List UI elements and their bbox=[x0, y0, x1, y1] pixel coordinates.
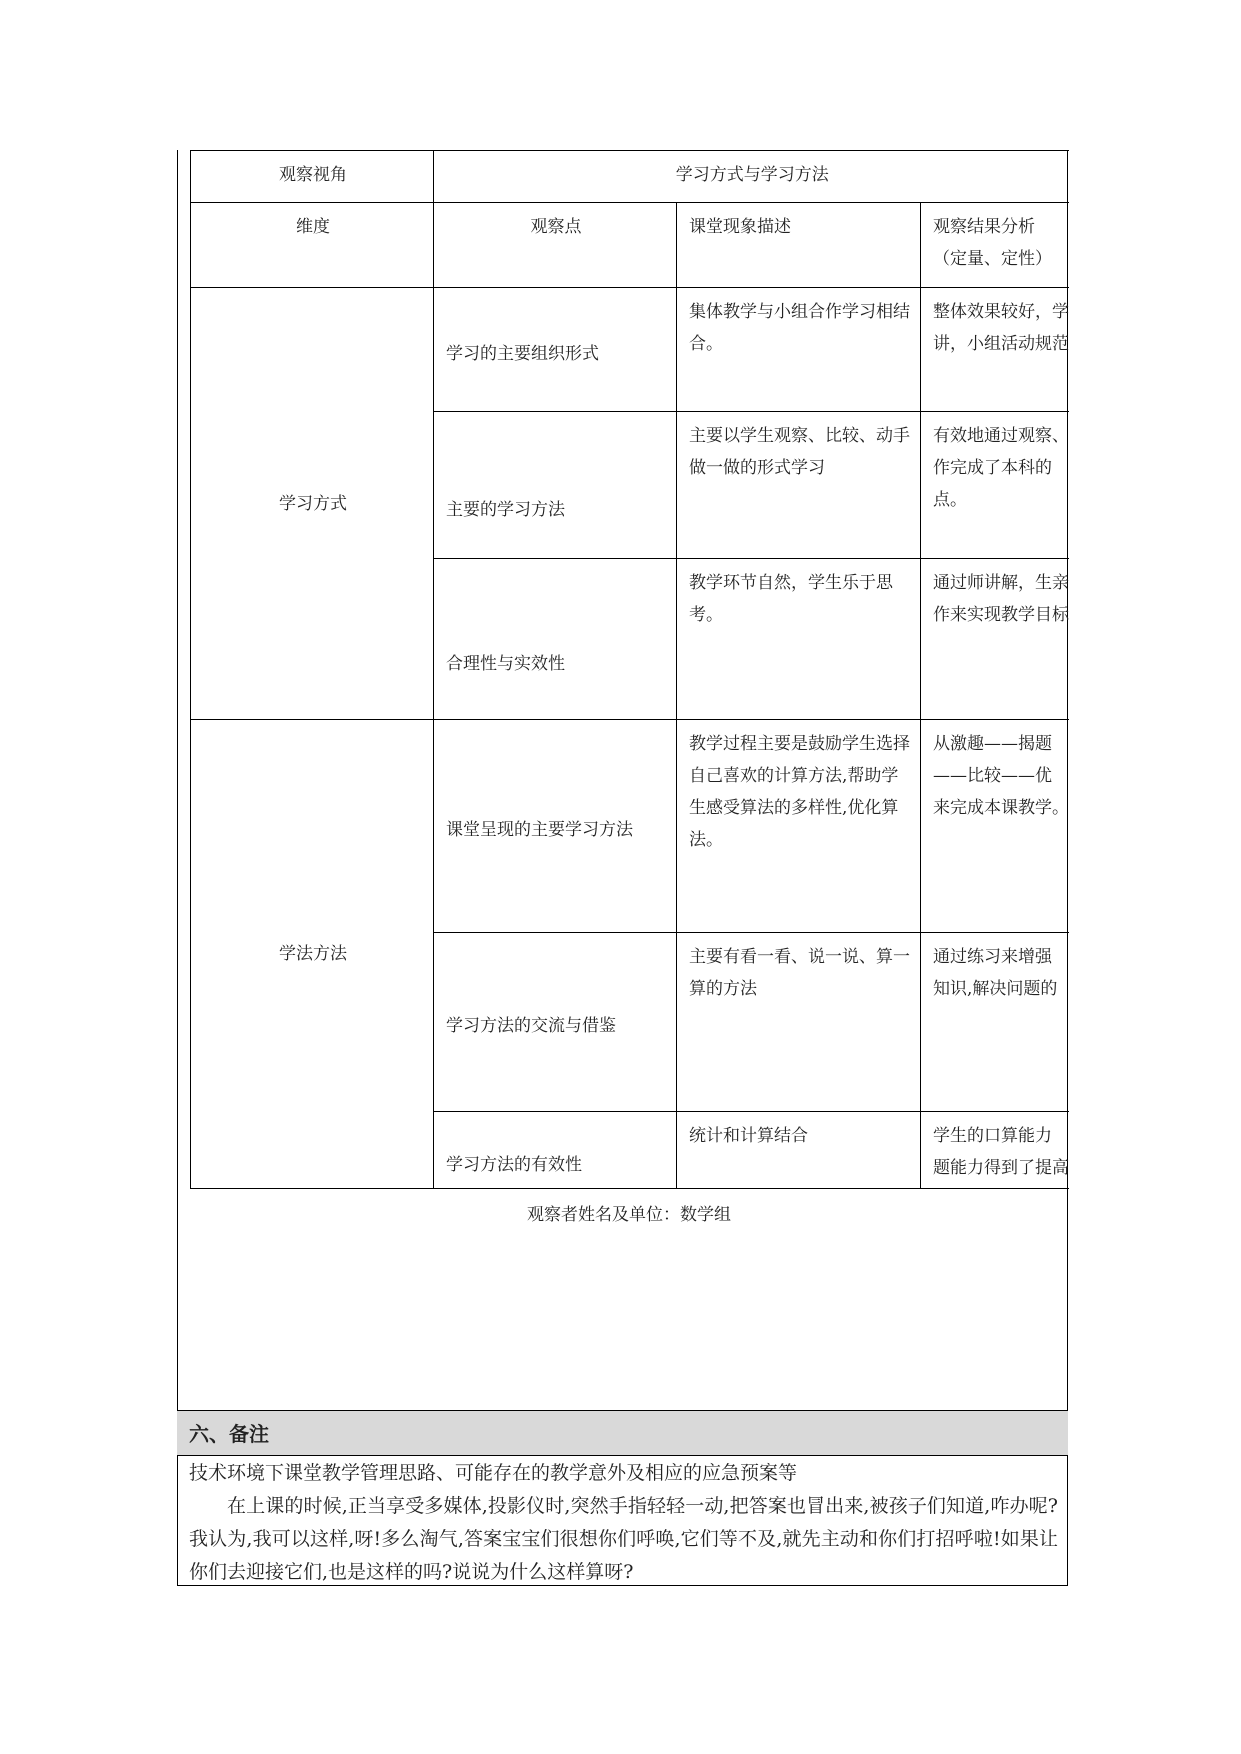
analysis-line: 整体效果较好，学 bbox=[933, 302, 1069, 322]
observation-point: 学习的主要组织形式 bbox=[434, 288, 677, 412]
observation-point: 学习方法的有效性 bbox=[434, 1112, 677, 1189]
remarks-paragraph: 在上课的时候,正当享受多媒体,投影仪时,突然手指轻轻一动,把答案也冒出来,被孩子们知道,咋办呢?我认为,我可以这样,呀!多么淘气,答案宝宝们很想你们呼唤,它们等不及,就先主动和你们打招呼啦!如果让你们去迎接它们,也是这样的吗?说说为什么这样算呀? bbox=[189, 1495, 1058, 1583]
observer-signature: 观察者姓名及单位：数学组 bbox=[527, 1205, 731, 1225]
header-row-perspective bbox=[191, 151, 1069, 203]
remarks-heading: 六、备注 bbox=[177, 1410, 1068, 1456]
column-header-point: 观察点 bbox=[434, 203, 677, 288]
analysis-header-line: 观察结果分析 bbox=[933, 217, 1035, 237]
table-row bbox=[191, 288, 1069, 412]
phenomenon-cell: 统计和计算结合 bbox=[677, 1112, 921, 1189]
analysis-line: 有效地通过观察、 bbox=[933, 426, 1069, 446]
header-row-columns bbox=[191, 203, 1069, 288]
phenomenon-cell: 集体教学与小组合作学习相结合。 bbox=[677, 288, 921, 412]
observation-point: 合理性与实效性 bbox=[434, 559, 677, 720]
analysis-header-line: （定量、定性） bbox=[933, 249, 1052, 269]
column-header-analysis bbox=[921, 203, 1069, 288]
analysis-cell bbox=[921, 288, 1069, 412]
dimension-cell: 学法方法 bbox=[191, 720, 434, 1189]
analysis-line: 作来实现教学目标 bbox=[933, 605, 1069, 625]
analysis-cell bbox=[921, 412, 1069, 559]
perspective-label: 观察视角 bbox=[191, 151, 434, 203]
analysis-line: 知识,解决问题的 bbox=[933, 979, 1058, 999]
table-row bbox=[191, 720, 1069, 933]
phenomenon-cell: 主要有看一看、说一说、算一算的方法 bbox=[677, 933, 921, 1112]
observation-point: 学习方法的交流与借鉴 bbox=[434, 933, 677, 1112]
analysis-line: 学生的口算能力 bbox=[933, 1126, 1052, 1146]
observation-point: 课堂呈现的主要学习方法 bbox=[434, 720, 677, 933]
analysis-cell bbox=[921, 1112, 1069, 1189]
analysis-line: 通过练习来增强 bbox=[933, 947, 1052, 967]
analysis-cell bbox=[921, 559, 1069, 720]
analysis-line: 题能力得到了提高 bbox=[933, 1158, 1069, 1178]
phenomenon-cell: 主要以学生观察、比较、动手做一做的形式学习 bbox=[677, 412, 921, 559]
column-header-dimension: 维度 bbox=[191, 203, 434, 288]
analysis-line: 从激趣——揭题 bbox=[933, 734, 1052, 754]
analysis-line: ——比较——优 bbox=[933, 766, 1052, 786]
column-header-phenomenon: 课堂现象描述 bbox=[677, 203, 921, 288]
analysis-line: 来完成本课教学。 bbox=[933, 798, 1069, 818]
observation-point: 主要的学习方法 bbox=[434, 412, 677, 559]
dimension-cell: 学习方式 bbox=[191, 288, 434, 720]
remarks-subtitle: 技术环境下课堂教学管理思路、可能存在的教学意外及相应的应急预案等 bbox=[189, 1462, 798, 1484]
perspective-value: 学习方式与学习方法 bbox=[434, 151, 1069, 203]
analysis-line: 作完成了本科的 bbox=[933, 458, 1052, 478]
analysis-cell bbox=[921, 720, 1069, 933]
observation-table bbox=[190, 150, 1069, 1189]
analysis-line: 讲，小组活动规范 bbox=[933, 334, 1069, 354]
phenomenon-cell: 教学环节自然，学生乐于思考。 bbox=[677, 559, 921, 720]
analysis-cell bbox=[921, 933, 1069, 1112]
analysis-line: 点。 bbox=[933, 490, 967, 510]
remarks-body bbox=[177, 1457, 1068, 1589]
phenomenon-cell: 教学过程主要是鼓励学生选择自己喜欢的计算方法,帮助学生感受算法的多样性,优化算法。 bbox=[677, 720, 921, 933]
analysis-line: 通过师讲解，生亲 bbox=[933, 573, 1069, 593]
